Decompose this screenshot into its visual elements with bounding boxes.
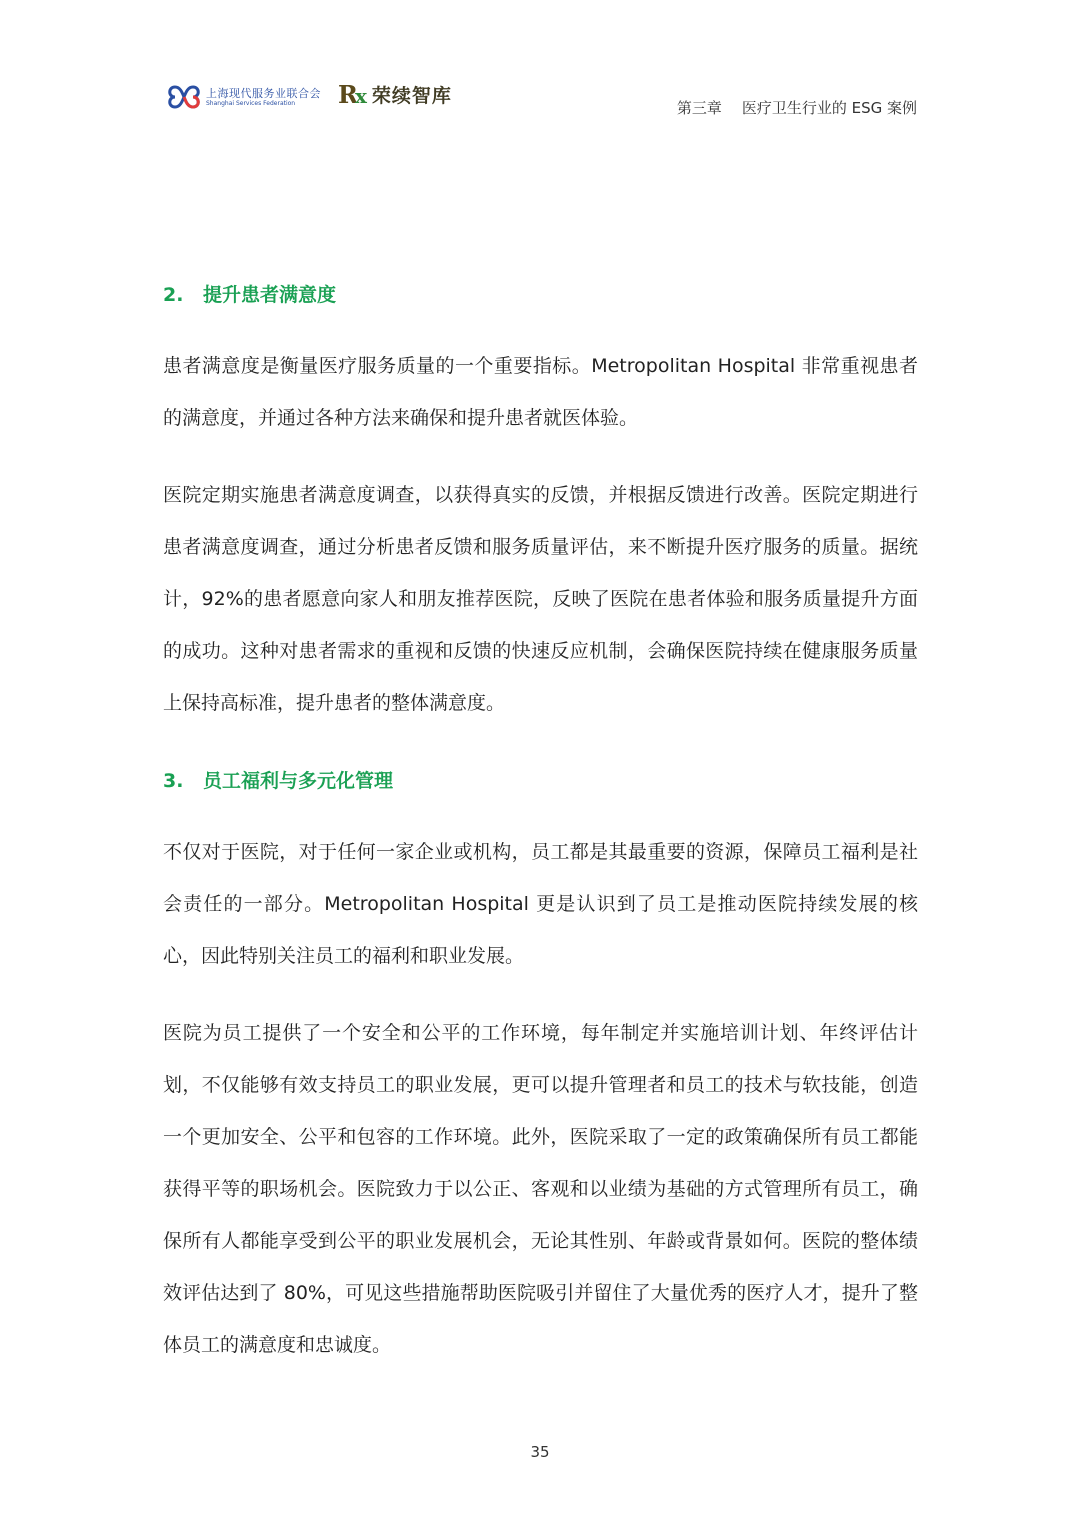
section-number: 3. [163,770,184,792]
section-heading [163,766,393,793]
logo-chinese-name: 上海现代服务业联合会 [206,86,321,100]
rongxu-think-tank-logo [338,80,452,109]
logo2-name: 荣续智库 [371,85,452,107]
rx-mark-icon: Rx [338,80,364,109]
section-title: 员工福利与多元化管理 [203,770,394,792]
chapter-title: 医疗卫生行业的 ESG 案例 [741,99,917,117]
body-paragraph: 医院为员工提供了一个安全和公平的工作环境，每年制定并实施培训计划、年终评估计划，不仅能够有效支持员工的职业发展，更可以提升管理者和员工的技术与软技能，创造一个更加安全、公平和包容的工作环境。此外，医院采取了一定的政策确保所有员工都能获得平等的职场机会。医院致力于以公正、客观和以业绩为基础的方式管理所有员工，确保所有人都能享受到公平的职业发展机会，无论其性别、年龄或背景如何。医院的整体绩效评估达到了 80%，可见这些措施帮助医院吸引并留住了大量优秀的医疗人才，提升了整体员工的满意度和忠诚度。 [163,1022,918,1356]
chapter-label: 第三章 [676,99,722,117]
shanghai-services-federation-logo [166,84,321,110]
body-paragraph: 医院定期实施患者满意度调查，以获得真实的反馈，并根据反馈进行改善。医院定期进行患者满意度调查，通过分析患者反馈和服务质量评估，来不断提升医疗服务的质量。据统计，92%的患者愿意向家人和朋友推荐医院，反映了医院在患者体验和服务质量提升方面的成功。这种对患者需求的重视和反馈的快速反应机制，会确保医院持续在健康服务质量上保持高标准，提升患者的整体满意度。 [163,484,918,714]
chapter-heading [677,97,917,118]
section-heading [163,280,336,307]
body-paragraph: 不仅对于医院，对于任何一家企业或机构，员工都是其最重要的资源，保障员工福利是社会责任的一部分。Metropolitan Hospital 更是认识到了员工是推动医院持续发展的核心，因此特别关注员工的福利和职业发展。 [163,841,918,967]
page-number: 35 [530,1443,550,1461]
section-title: 提升患者满意度 [203,284,337,306]
section-number: 2. [163,284,184,306]
federation-emblem-icon [166,84,202,110]
logo-english-name: Shanghai Services Federation [206,99,296,107]
page-header [166,78,917,118]
body-paragraph: 患者满意度是衡量医疗服务质量的一个重要指标。Metropolitan Hospital 非常重视患者的满意度，并通过各种方法来确保和提升患者就医体验。 [163,355,918,429]
